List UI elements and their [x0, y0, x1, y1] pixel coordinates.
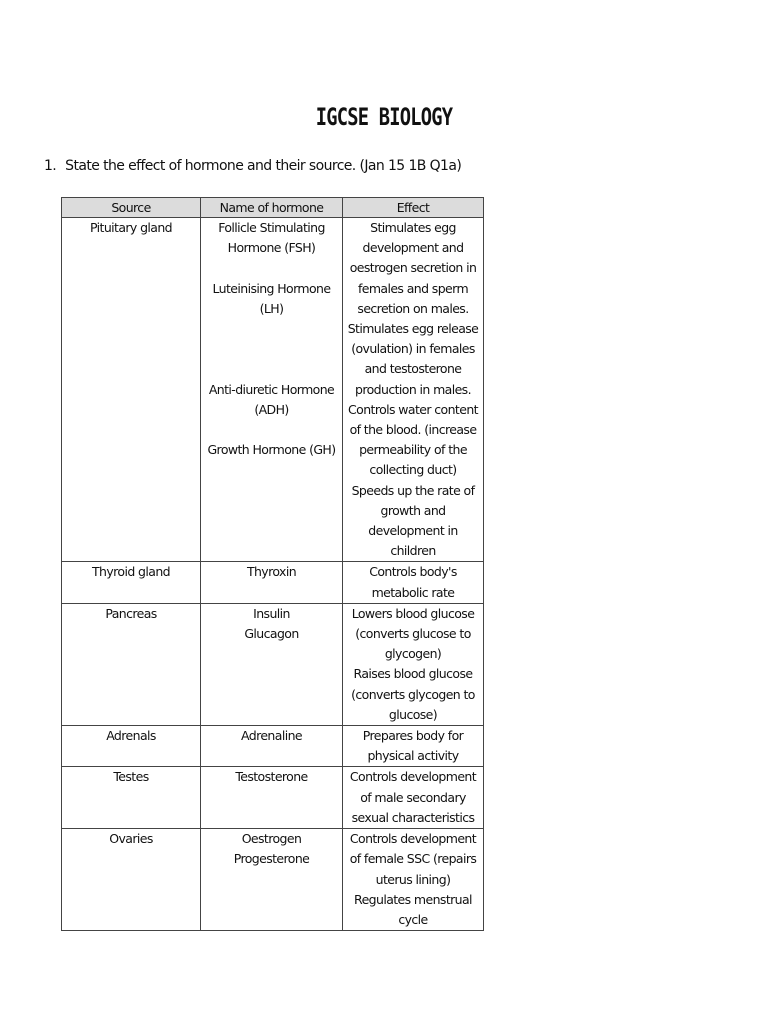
source-cell: Pancreas	[62, 603, 201, 725]
hormone-name: Adrenaline	[241, 728, 302, 744]
hormone-name: Insulin	[253, 605, 290, 621]
source-cell: Thyroid gland	[62, 562, 201, 603]
hormone-name: Progesterone	[233, 851, 310, 867]
hormone-name: Testosterone	[235, 769, 308, 785]
hormone-name: Anti-diuretic Hormone (ADH)	[208, 381, 335, 417]
effect-text: Stimulates egg release (ovulation) in females and testosterone production in males.	[347, 321, 479, 397]
source-cell: Adrenals	[62, 726, 201, 767]
hormone-name: Thyroxin	[246, 564, 297, 580]
effect-text: Controls development of male secondary sexual characteristics	[349, 769, 477, 825]
effect-cell	[343, 726, 484, 767]
table-row	[62, 218, 484, 562]
effect-cell	[343, 829, 484, 931]
table-row	[62, 726, 484, 767]
header-hormone-name: Name of hormone	[201, 198, 343, 218]
hormone-cell	[201, 562, 343, 603]
table-row	[62, 562, 484, 603]
effect-text: Stimulates egg development and oestrogen secretion in females and sperm secretion on males.	[349, 220, 477, 316]
effect-text: Regulates menstrual cycle	[354, 891, 472, 927]
effect-cell	[343, 562, 484, 603]
source-cell: Testes	[62, 767, 201, 829]
hormone-name: Luteinising Hormone (LH)	[212, 280, 331, 316]
effect-cell	[343, 218, 484, 562]
hormone-cell	[201, 603, 343, 725]
table-row	[62, 829, 484, 931]
table-header-row	[62, 198, 484, 218]
effect-text: Speeds up the rate of growth and development in children	[351, 482, 475, 559]
effect-cell	[343, 767, 484, 829]
question-text	[44, 158, 461, 174]
table-row	[62, 603, 484, 725]
effect-text: Prepares body for physical activity	[362, 728, 464, 764]
header-effect: Effect	[343, 198, 484, 218]
effect-text: Controls development of female SSC (repairs uterus lining)	[349, 831, 477, 887]
source-cell: Ovaries	[62, 829, 201, 931]
hormone-name: Follicle Stimulating Hormone (FSH)	[218, 220, 325, 256]
page-title: IGCSE BIOLOGY	[315, 103, 453, 131]
hormone-table	[61, 197, 484, 931]
question-number: 1.	[44, 158, 57, 174]
effect-cell	[343, 603, 484, 725]
hormone-cell	[201, 767, 343, 829]
effect-text: Controls water content of the blood. (increase permeability of the collecting duct)	[348, 401, 478, 478]
hormone-cell	[201, 218, 343, 562]
effect-text: Raises blood glucose (converts glycogen to glucose)	[351, 666, 475, 722]
hormone-name: Oestrogen	[241, 831, 302, 847]
header-source: Source	[62, 198, 201, 218]
hormone-cell	[201, 726, 343, 767]
source-cell: Pituitary gland	[62, 218, 201, 562]
hormone-cell	[201, 829, 343, 931]
table-row	[62, 767, 484, 829]
hormone-name: Glucagon	[244, 626, 299, 642]
effect-text: Lowers blood glucose (converts glucose to glycogen)	[351, 605, 475, 662]
question-prompt: State the effect of hormone and their source. (Jan 15 1B Q1a)	[65, 158, 462, 174]
effect-text: Controls body's metabolic rate	[369, 564, 457, 600]
hormone-name: Growth Hormone (GH)	[207, 442, 336, 458]
